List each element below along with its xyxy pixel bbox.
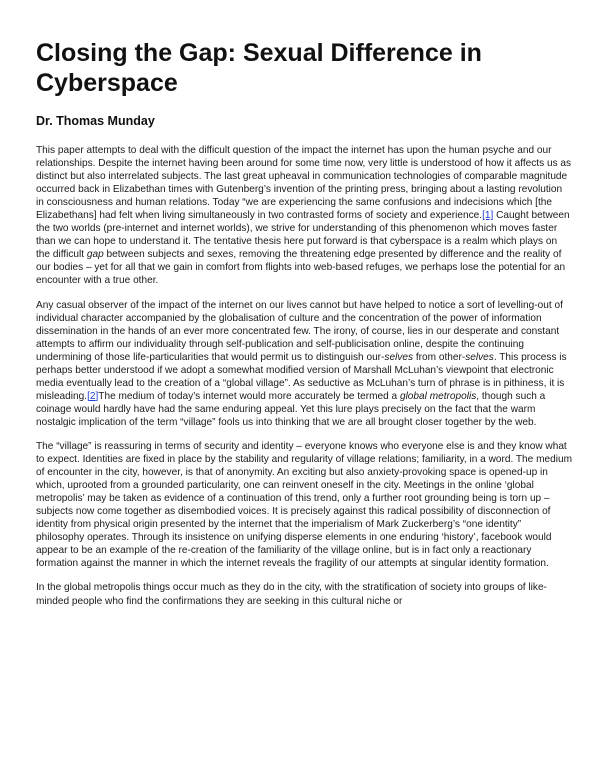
footnote-link-1[interactable]: [1] — [482, 210, 494, 222]
paragraph-text: . This process is perhaps better understood if we adopt a somewhat modified version of Marshall McLuhan’s viewpoint that electronic media eventually lead to the creation of a “global village”. As seductive as McLuhan’s turn of phrase is in pithiness, it is misleading. — [36, 351, 567, 402]
footnote-link-2[interactable]: [2] — [87, 390, 99, 402]
paper-title: Closing the Gap: Sexual Difference in Cyberspace — [36, 39, 482, 97]
paragraph-4: In the global metropolis things occur much as they do in the city, with the stratification of society into groups of like-minded people who find the confirmations they are seeking in this cultural niche or — [36, 582, 547, 607]
paragraph-text: Caught between the two worlds (pre-internet and internet worlds), we strive for understanding of this phenomenon which moves faster than we can hope to understand it. The tentative thesis here put forward is that cyberspace is a realm which plays on the difficult — [36, 210, 570, 261]
paragraph-2 — [36, 299, 572, 429]
paper-body — [36, 144, 570, 608]
author-name: Dr. Thomas Munday — [36, 114, 155, 128]
paragraph-text: The medium of today’s internet would more accurately be termed a — [98, 390, 400, 402]
paragraph-1 — [36, 144, 572, 288]
emphasis-text: selves — [384, 351, 414, 363]
paragraph-text: , though such a coinage would hardly have had the same enduring appeal. Yet this lure plays precisely on the fact that the warm nostalgic implication of the term “village” fools us into thinking that we are all brought closer together by the web. — [36, 390, 546, 428]
emphasis-text: selves — [465, 351, 494, 363]
paragraph-text: This paper attempts to deal with the difficult question of the impact the internet has upon the human psyche and our relationships. Despite the internet having been around for some time now, very little is understood of how it affects us as distinct but also interrelated subjects. The last great upheaval in communication technologies of comparable magnitude occurred back in Elizabethan times with Gutenberg’s invention of the printing press, bringing about a lasting revolution in consciousness and human relations. Today “we are experiencing the same confusions and indecisions which [the Elizabethans] had felt when living simultaneously in two contrasted forms of society and experience. — [36, 145, 572, 222]
paragraph-text: Any casual observer of the impact of the internet on our lives cannot but have helped to notice a sort of levelling-out of individual character accompanied by the globalisation of culture and the concentration of the power of information dissemination in the hands of an ever more concentrated few. The irony, of course, lies in our desperate and constant attempts to affirm our individuality through self-publication and self-publicisation online, despite the continuing undermining of those life-particularities that would permit us to distinguish our- — [36, 299, 563, 363]
paragraph-text: between subjects and sexes, removing the threatening edge presented by difference and the reality of our bodies – yet for all that we gain in comfort from flights into web-based refuges, we perhaps lose the potential for an encounter with a true other. — [36, 249, 566, 287]
emphasis-text: gap — [86, 249, 104, 261]
emphasis-text: global metropolis — [399, 390, 477, 402]
paragraph-text: from other- — [413, 351, 466, 363]
paragraph-3: The “village” is reassuring in terms of security and identity – everyone knows who everyone else is and they know what to expect. Identities are fixed in place by the stability and regularity of village relations; familiarity, in a word. The medium of encounter in the city, however, is that of anonymity. An exciting but also anxiety-provoking space is opened-up in which, uprooted from a grounded particularity, one can reinvent oneself in the city. Meetings in the online ‘global metropolis’ may be taken as evidence of a continuation of this trend, only a further root grounding being is torn up – subjects now come together as disembodied voices. It is precisely against this radical possibility of disconnection of identity from physical origin presented by the internet that the imperialism of Mark Zuckerberg’s “one identity” philosophy operates. Through its insistence on unifying disperse elements in one enduring ‘history’, facebook would appear to be an example of the re-creation of the familiarity of the village online, but is in fact only a reactionary formation against the manner in which the internet reveals the fragility of our attempts at singular identity formation. — [36, 440, 572, 570]
